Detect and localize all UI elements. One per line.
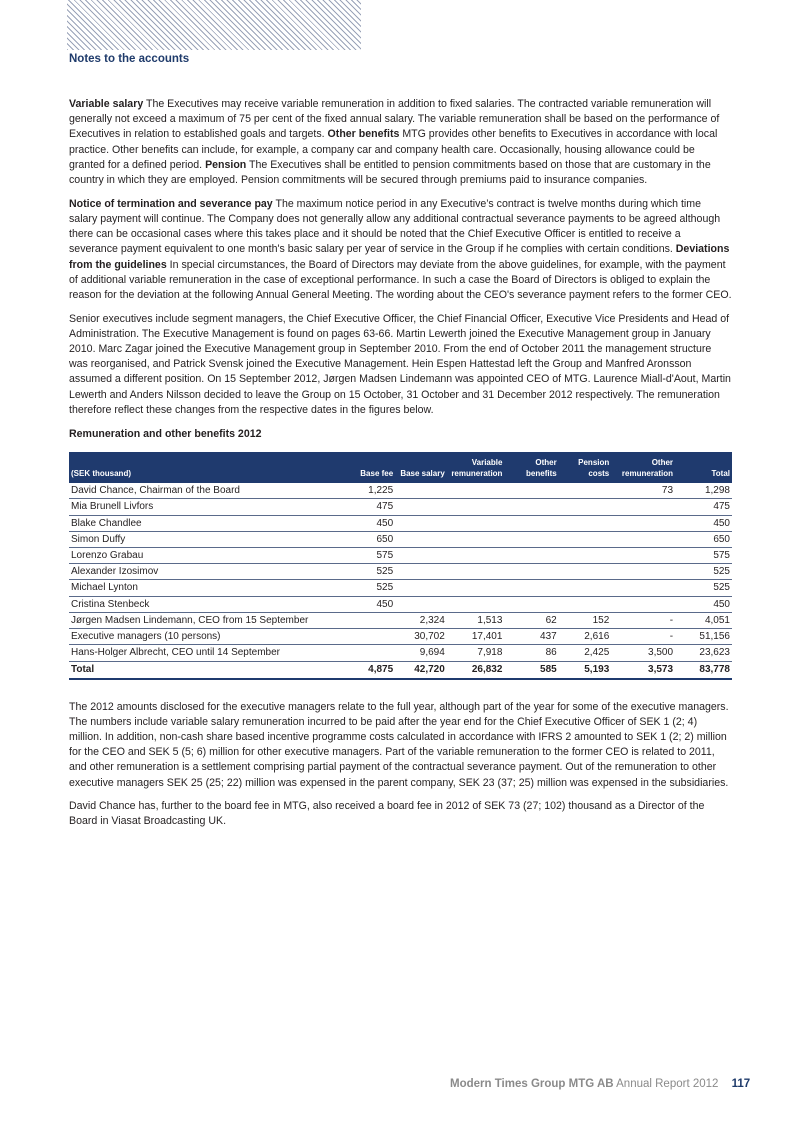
heading-notice: Notice of termination and severance pay	[69, 197, 273, 210]
table-row: Alexander Izosimov 525 525	[69, 564, 732, 580]
paragraph-senior-executives: Senior executives include segment managers, the Chief Executive Officer, the Chief Financial Officer, Executive Vice Presidents and Head of Administration. The Executive Management is found on pages 63-66. Martin Lewerth joined the Executive Management group in January 2010. Marc Zagar joined the Executive Management group in September 2010. From the end of October 2011 the management structure was reorganised, and Patrick Svensk joined the Executive Management. Hein Espen Hattestad left the Group and Manfred Aronsson assumed a different position. On 15 September 2012, Jørgen Madsen Lindemann was appointed CEO of MTG. Laurence Miall-d'Aout, Martin Lewerth and Anders Nilsson decided to leave the Group on 15 October, 31 October and 31 December 2012 respectively. The remuneration therefore reflect these changes from the respective dates in the figures below.	[69, 312, 731, 416]
col-header-total: Total	[711, 469, 730, 479]
table-row: Mia Brunell Livfors 475 475	[69, 499, 732, 515]
paragraph-david-chance: David Chance has, further to the board fee in MTG, also received a board fee in 2012 of SEK 73 (27; 102) thousand as a Director of the Board in Viasat Broadcasting UK.	[69, 800, 705, 828]
table-row: Simon Duffy 650 650	[69, 531, 732, 547]
paragraph-variable-salary	[69, 97, 732, 188]
table-row: Executive managers (10 persons) 30,702 17,401 437 2,616 - 51,156	[69, 629, 732, 645]
table-header-row	[69, 452, 732, 483]
col-header-base-fee: Base fee	[360, 469, 394, 479]
table-row: Blake Chandlee 450 450	[69, 515, 732, 531]
header-hatch-pattern	[67, 0, 361, 50]
text-pension: The Executives shall be entitled to pension commitments based on those that are customary in the country in which they are employed. Pension commitments will be secured through premiums paid to insurance companies.	[69, 158, 711, 187]
table-title: Remuneration and other benefits 2012	[69, 428, 262, 441]
heading-variable-salary: Variable salary	[69, 98, 144, 110]
col-header-base-salary: Base salary	[400, 469, 445, 479]
table-row: Hans-Holger Albrecht, CEO until 14 September 9,694 7,918 86 2,425 3,500 23,623	[69, 645, 732, 661]
table-row: Michael Lynton 525 525	[69, 580, 732, 596]
table-row: Cristina Stenbeck 450 450	[69, 596, 732, 612]
paragraph-notice	[69, 197, 732, 303]
table-row: David Chance, Chairman of the Board 1,225 73 1,298	[69, 483, 732, 499]
page-number: 117	[731, 1078, 751, 1090]
paragraph-amounts-disclosed: The 2012 amounts disclosed for the executive managers relate to the full year, although part of the year for some of the executive managers. The numbers include variable salary remuneration incurred to be paid after the year end for the Chief Executive Officer of SEK 1 (2; 4) million. In addition, non-cash share based incentive programme costs calculated in accordance with IFRS 2 amounted to SEK 1 (2; 2) million for the CEO and SEK 5 (5; 6) million for other executive managers. Part of the variable remuneration to the former CEO is related to 2011, and other remuneration is a settlement comprising partial payment of the contractual severance payment. Out of the remuneration to other executive managers SEK 25 (25; 22) million was expensed in the parent company, SEK 23 (37; 25) million was expensed in the subsidiaries.	[69, 700, 729, 789]
heading-other-benefits: Other benefits	[327, 128, 400, 141]
text-deviations: In special circumstances, the Board of Directors may deviate from the above guidelines, for example, with the payment of additional variable remuneration in the case of exceptional performance. In such a case the Board of Directors is obliged to explain the reason for the deviation at the following Annual General Meeting. The wording about the CEO's severance payment refers to the former CEO.	[69, 258, 732, 301]
table-row: Jørgen Madsen Lindemann, CEO from 15 September 2,324 1,513 62 152 - 4,051	[69, 612, 732, 628]
col-header-other-remuneration: Other remuneration	[621, 458, 674, 479]
col-header-pension-costs: Pension costs	[578, 458, 610, 479]
col-header-other-benefits: Other benefits	[526, 458, 557, 479]
heading-deviations: Deviations from the guidelines	[69, 243, 730, 271]
section-title: Notes to the accounts	[69, 53, 190, 65]
text-variable-salary: The Executives may receive variable remuneration in addition to fixed salaries. The contracted variable remuneration will generally not exceed a maximum of 75 per cent of the fixed annual salary. The variable remuneration shall be based on the performance of Executives in relation to established goals and targets.	[69, 98, 720, 141]
text-notice: The maximum notice period in any Executive’s contract is twelve months during which time salary payment will continue. The Company does not generally allow any additional contractual severance payments to be agreed although there can be occasional cases where this takes place and it should be noted that the Chief Executive Officer is entitled to receive a severance payment equivalent to one month's basic salary per year of service in the Group if he complies with certain conditions.	[69, 197, 721, 256]
table-total-row: Total 4,875 42,720 26,832 585 5,193 3,573 83,778	[69, 661, 732, 679]
col-header-name: (SEK thousand)	[71, 469, 131, 479]
table-row: Lorenzo Grabau 575 575	[69, 548, 732, 564]
heading-pension: Pension	[205, 158, 247, 171]
footer-report: Annual Report 2012	[616, 1078, 719, 1090]
text-other-benefits: MTG provides other benefits to Executives in accordance with local practice. Other benefits can include, for example, a company car and company health care. Occasionally, housing allowance could be granted for a defined period.	[69, 128, 718, 171]
body-text	[69, 97, 732, 838]
col-header-variable-remuneration: Variable remuneration	[451, 458, 503, 479]
footer-company: Modern Times Group MTG AB	[450, 1078, 614, 1090]
page-footer	[450, 1078, 775, 1090]
remuneration-table	[69, 452, 732, 679]
